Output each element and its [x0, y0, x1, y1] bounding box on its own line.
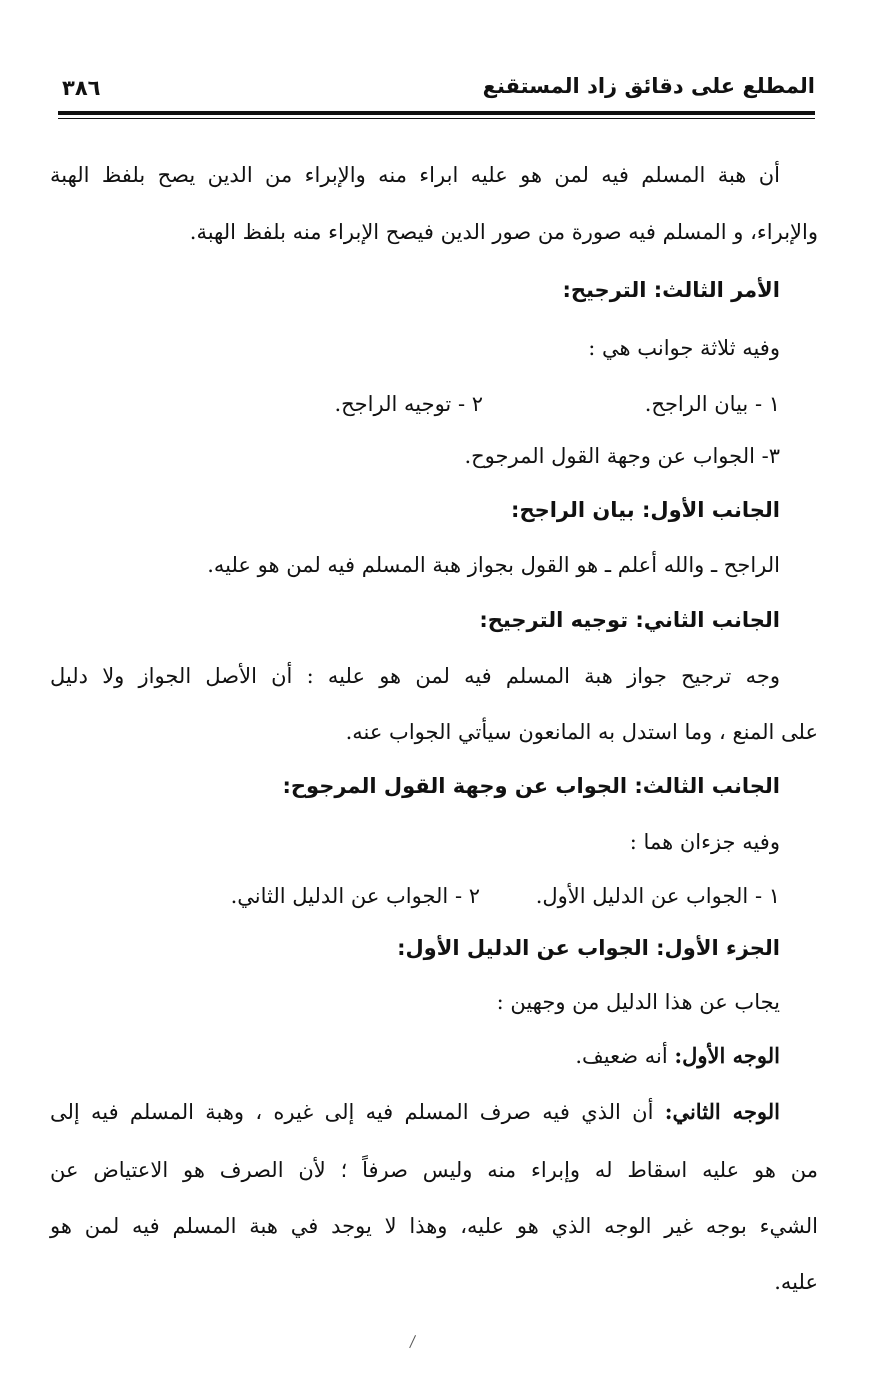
- section-heading: الجانب الثاني: توجيه الترجيح:: [479, 608, 780, 632]
- paragraph-line: على المنع ، وما استدل به المانعون سيأتي الجواب عنه.: [345, 720, 818, 744]
- paragraph-line: والإبراء، و المسلم فيه صورة من صور الدين فيصح الإبراء منه بلفظ الهبة.: [189, 220, 818, 244]
- paragraph-line: [50, 1036, 780, 1076]
- paragraph-line: أن هبة المسلم فيه لمن هو عليه ابراء منه والإبراء من الدين يصح بلفظ الهبة: [50, 163, 780, 187]
- section-heading: الأمر الثالث: الترجيح:: [562, 278, 780, 302]
- book-title: المطلع على دقائق زاد المستقنع: [482, 74, 815, 98]
- section-heading: الجزء الأول: الجواب عن الدليل الأول:: [397, 936, 780, 960]
- way-label: الوجه الأول:: [674, 1043, 780, 1068]
- list-row: [50, 384, 818, 424]
- way-label: الوجه الثاني:: [664, 1099, 781, 1124]
- paragraph-line: الراجح ـ والله أعلم ـ هو القول بجواز هبة المسلم فيه لمن هو عليه.: [207, 553, 780, 577]
- paragraph-line: الشيء بوجه غير الوجه الذي هو عليه، وهذا لا يوجد في هبة المسلم فيه لمن هو: [50, 1214, 818, 1238]
- section-heading: الجانب الثالث: الجواب عن وجهة القول المرجوح:: [282, 774, 780, 798]
- list-item: ٣- الجواب عن وجهة القول المرجوح.: [464, 444, 780, 468]
- paragraph-line: وفيه جزءان هما :: [629, 830, 780, 854]
- paragraph-line: وفيه ثلاثة جوانب هي :: [588, 336, 780, 360]
- list-item: ٢ - توجيه الراجح.: [334, 392, 483, 416]
- paragraph-line: وجه ترجيح جواز هبة المسلم فيه لمن هو عليه : أن الأصل الجواز ولا دليل: [50, 664, 780, 688]
- list-item: ٢ - الجواب عن الدليل الثاني.: [230, 884, 480, 908]
- list-item: ١ - الجواب عن الدليل الأول.: [535, 884, 780, 908]
- page-number: ٣٨٦: [62, 76, 101, 100]
- paragraph-line: من هو عليه اسقاط له وإبراء منه وليس صرفاً ؛ لأن الصرف هو الاعتياض عن: [50, 1158, 818, 1182]
- paragraph-line: يجاب عن هذا الدليل من وجهين :: [496, 990, 780, 1014]
- paragraph-line: عليه.: [774, 1270, 818, 1294]
- list-item: ١ - بيان الراجح.: [644, 392, 780, 416]
- way-text: أنه ضعيف.: [575, 1044, 675, 1068]
- page-body: [50, 0, 818, 1378]
- list-row: [50, 876, 818, 916]
- section-heading: الجانب الأول: بيان الراجح:: [511, 498, 780, 522]
- way-text: أن الذي فيه صرف المسلم فيه إلى غيره ، وهبة المسلم فيه إلى: [50, 1100, 665, 1124]
- paragraph-line: [50, 1092, 780, 1132]
